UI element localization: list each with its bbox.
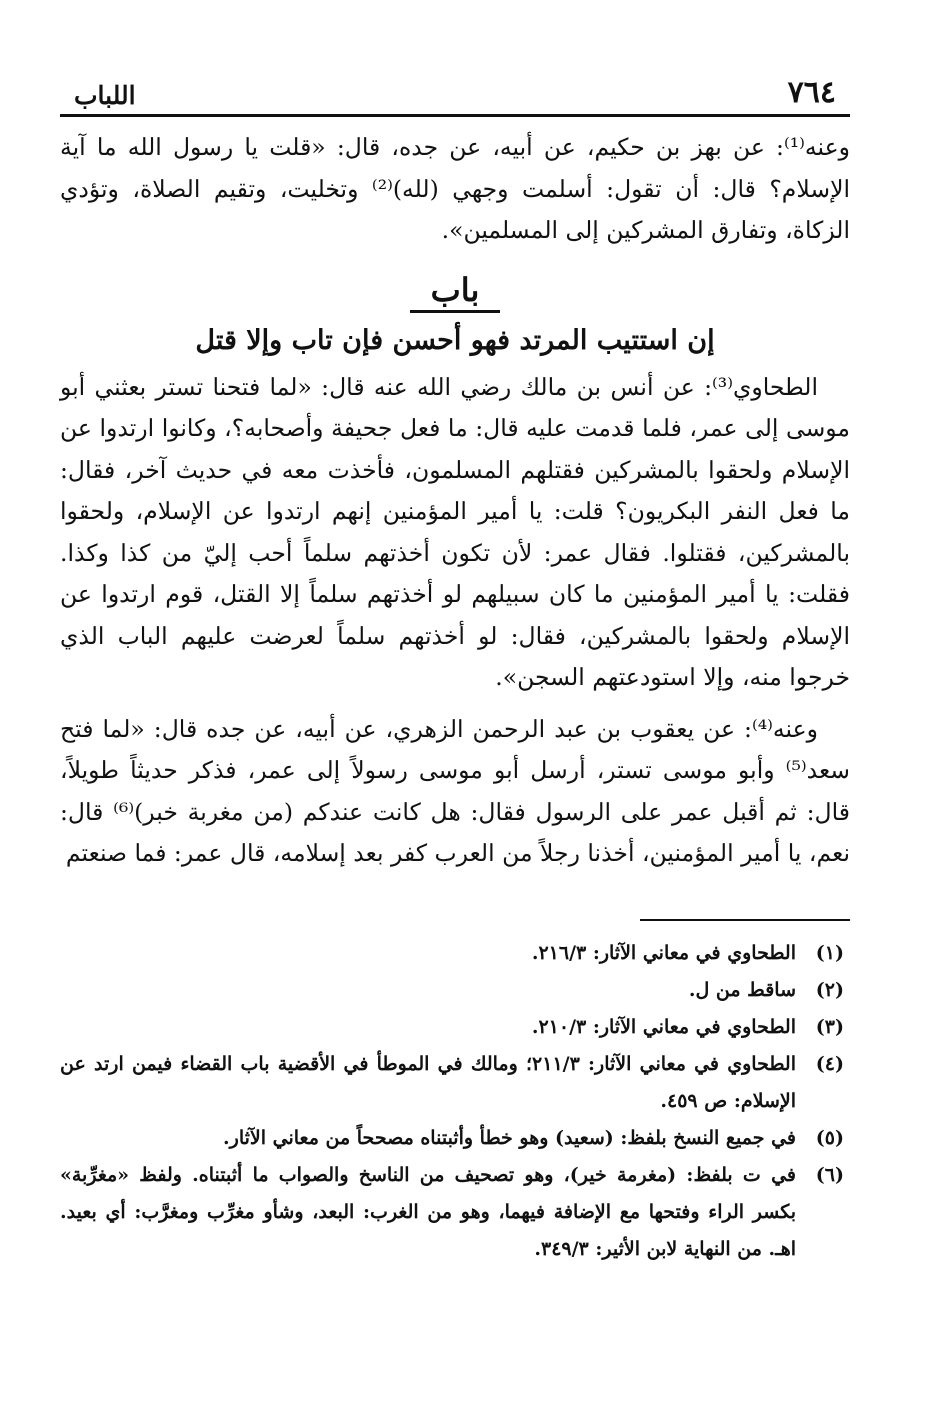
footnote-marker: (٦) [815,1163,844,1186]
footnote-marker: (٥) [815,1126,844,1149]
chapter-label-underline [410,310,500,313]
book-page [60,70,850,1268]
hadith-paragraph-1: وعنه⁽¹⁾: عن بهز بن حكيم، عن أبيه، عن جده، قال: «قلت يا رسول الله ما آية الإسلام؟ قال: أن تقول: أسلمت وجهي (لله)⁽²⁾ وتخليت، وتقيم الصلاة، وتؤدي الزكاة، وتفارق المشركين إلى المسلمين». [60,133,851,244]
footnote-text: الطحاوي في معاني الآثار: ٢١٠/٣. [531,1015,796,1038]
footnote-marker: (٣) [815,1015,844,1038]
footnote-marker: (١) [815,941,844,964]
footnote-text: في جميع النسخ بلفظ: (سعيد) وهو خطأ وأثبتناه مصححاً من معاني الآثار. [223,1126,796,1149]
footnote-text: الطحاوي في معاني الآثار: ٢١١/٣؛ ومالك في الموطأ في الأقضية باب القضاء فيمن ارتد عن الإسلام: ص ٤٥٩. [60,1052,796,1112]
footnote-text: في ت بلفظ: (مغرمة خير)، وهو تصحيف من الناسخ والصواب ما أثبتناه. ولفظ «مغرِّبة» بكسر الراء وفتحها مع الإضافة فيهما، وهو من الغرب: البعد، وشأو مغرِّب ومغرَّب: أي بعيد. اهـ. من النهاية لابن الأثير: ٣٤٩/٣. [60,1163,796,1260]
main-text [60,127,850,875]
footnote-6 [60,1157,850,1268]
hadith-paragraph-2: الطحاوي⁽³⁾: عن أنس بن مالك رضي الله عنه قال: «لما فتحنا تستر بعثني أبو موسى إلى عمر، فلما قدمت عليه قال: ما فعل جحيفة وأصحابه؟، وكانوا ارتدوا عن الإسلام ولحقوا بالمشركين فقتلهم المسلمون، فأخذت معه في حديث آخر، فقال: ما فعل النفر البكريون؟ قلت: يا أمير المؤمنين إنهم ارتدوا عن الإسلام، ولحقوا بالمشركين، فقتلوا. فقال عمر: لأن تكون أخذتهم سلماً أحب إليّ من كذا وكذا. فقلت: يا أمير المؤمنين ما كان سبيلهم لو أخذتهم سلماً إلا القتل، قوم ارتدوا عن الإسلام ولحقوا بالمشركين، فقال: لو أخذتهم سلماً لعرضت عليهم الباب الذي خرجوا منه، وإلا استودعتهم السجن». [60,372,850,691]
page-number: ٧٦٤ [787,75,836,110]
footnote-1 [60,935,850,972]
footnote-3 [60,1009,850,1046]
chapter-label: باب [430,270,480,309]
chapter-title: إن استتيب المرتد فهو أحسن فإن تاب وإلا قتل [195,324,715,356]
footnote-text: الطحاوي في معاني الآثار: ٢١٦/٣. [531,941,796,964]
footnote-4 [60,1046,850,1120]
footnote-marker: (٤) [815,1052,844,1075]
footnote-separator [640,919,850,921]
hadith-paragraph-3: وعنه⁽⁴⁾: عن يعقوب بن عبد الرحمن الزهري، عن أبيه، عن جده قال: «لما فتح سعد⁽⁵⁾ وأبو موسى تستر، أرسل أبو موسى رسولاً إلى عمر، فذكر حديثاً طويلاً، قال: ثم أقبل عمر على الرسول فقال: هل كانت عندكم (من مغربة خبر)⁽⁶⁾ قال: نعم، يا أمير المؤمنين، أخذنا رجلاً من العرب كفر بعد إسلامه، قال عمر: فما صنعتم [60,714,850,867]
footnote-5 [60,1120,850,1157]
running-header [60,70,850,117]
footnotes-list [60,935,850,1268]
footnote-text: ساقط من ل. [688,978,796,1001]
footnote-2 [60,972,850,1009]
book-title: اللباب [74,81,136,110]
footnote-marker: (٢) [815,978,844,1001]
